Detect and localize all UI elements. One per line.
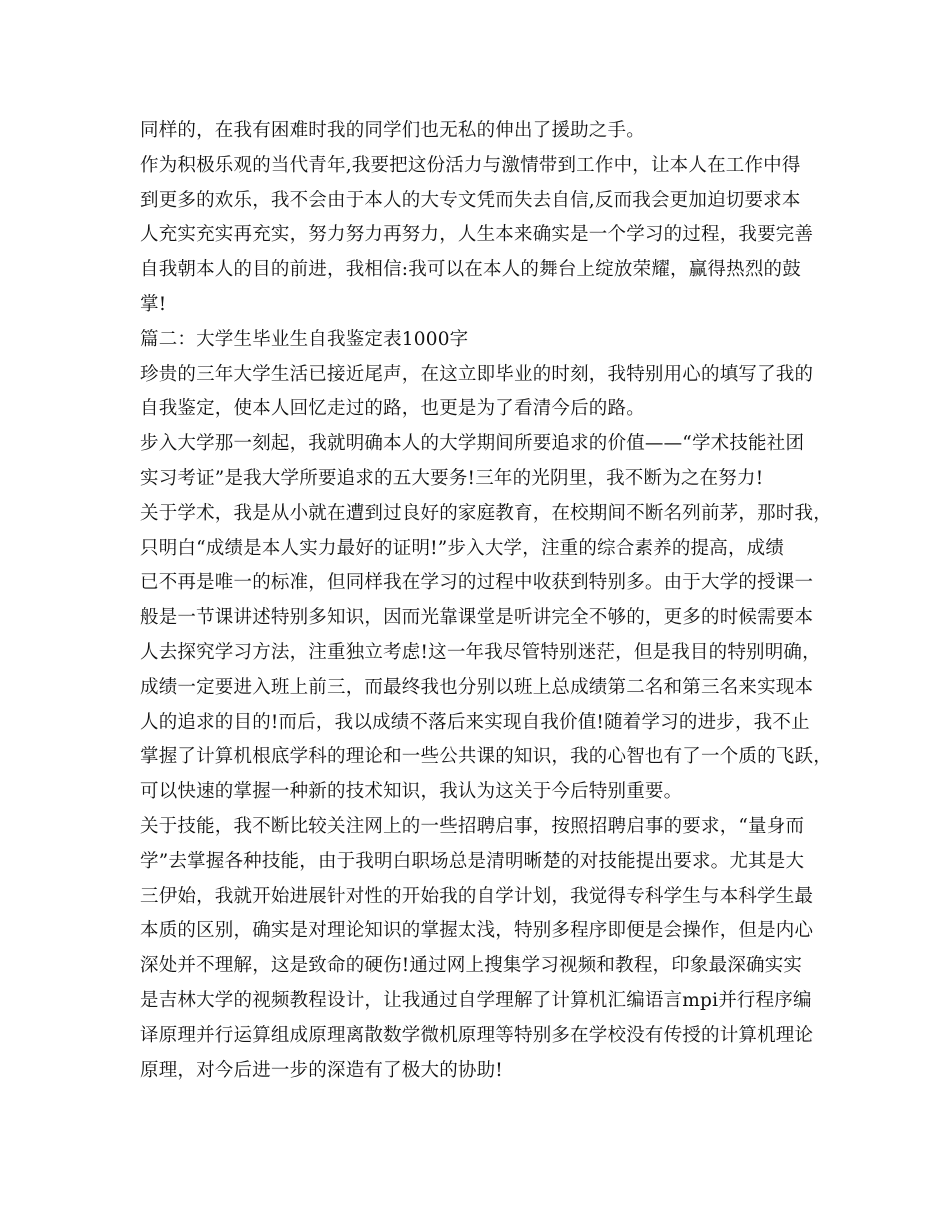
text-line: 人充实充实再充实，努力努力再努力，人生本来确实是一个学习的过程，我要完善 (140, 224, 814, 246)
text-line: 译原理并行运算组成原理离散数学微机原理等特别多在学校没有传授的计算机理论 (140, 1024, 814, 1046)
text-line: 可以快速的掌握一种新的技术知识，我认为这关于今后特别重要。 (140, 781, 683, 803)
text-line: 实习考证”是我大学所要追求的五大要务!三年的光阴里，我不断为之在努力! (140, 467, 764, 489)
text-line: 本质的区别，确实是对理论知识的掌握太浅，特别多程序即便是会操作，但是内心 (140, 920, 814, 942)
text-line: 步入大学那一刻起，我就明确本人的大学期间所要追求的价值——“学术技能社团 (140, 433, 805, 455)
document-body (140, 114, 832, 1088)
text-line: 只明白“成绩是本人实力最好的证明!”步入大学，注重的综合素养的提高，成绩 (140, 537, 785, 559)
text-line: 原理，对今后进一步的深造有了极大的协助! (140, 1059, 503, 1081)
text-line: 关于学术，我是从小就在遭到过良好的家庭教育，在校期间不断名列前茅，那时我， (140, 502, 832, 524)
text-line: 作为积极乐观的当代青年,我要把这份活力与激情带到工作中，让本人在工作中得 (140, 154, 801, 176)
text-line: 深处并不理解，这是致命的硬伤!通过网上搜集学习视频和教程，印象最深确实实 (140, 955, 803, 977)
text-line: 关于技能，我不断比较关注网上的一些招聘启事，按照招聘启事的要求，“量身而 (140, 815, 805, 837)
text-line: 珍贵的三年大学生活已接近尾声，在这立即毕业的时刻，我特别用心的填写了我的 (140, 363, 814, 385)
text-line: 人去探究学习方法，注重独立考虑!这一年我尽管特别迷茫，但是我目的特别明确， (140, 641, 821, 663)
text-line: 成绩一定要进入班上前三，而最终我也分别以班上总成绩第二名和第三名来实现本 (140, 676, 814, 698)
text-line: 到更多的欢乐，我不会由于本人的大专文凭而失去自信,反而我会更加迫切要求本 (140, 189, 801, 211)
section-heading: 篇二：大学生毕业生自我鉴定表1000字 (140, 328, 469, 350)
text-line: 三伊始，我就开始进展针对性的开始我的自学计划，我觉得专科学生与本科学生最 (140, 885, 814, 907)
text-line: 同样的，在我有困难时我的同学们也无私的伸出了援助之手。 (140, 120, 645, 141)
text-line: 是吉林大学的视频教程设计，让我通过自学理解了计算机汇编语言mpi并行程序编 (140, 989, 812, 1011)
text-line: 掌握了计算机根底学科的理论和一些公共课的知识，我的心智也有了一个质的飞跃， (140, 746, 832, 768)
text-line: 人的追求的目的!而后，我以成绩不落后来实现自我价值!随着学习的进步，我不止 (140, 711, 810, 733)
text-line: 已不再是唯一的标准，但同样我在学习的过程中收获到特别多。由于大学的授课一 (140, 572, 814, 594)
text-line: 自我鉴定，使本人回忆走过的路，也更是为了看清今后的路。 (140, 398, 645, 420)
text-line: 掌! (140, 293, 167, 315)
text-line: 学”去掌握各种技能，由于我明白职场总是清明晰楚的对技能提出要求。尤其是大 (140, 850, 805, 872)
text-line: 自我朝本人的目的前进，我相信:我可以在本人的舞台上绽放荣耀，赢得热烈的鼓 (140, 259, 801, 281)
text-line: 般是一节课讲述特别多知识，因而光靠课堂是听讲完全不够的，更多的时候需要本 (140, 607, 814, 629)
